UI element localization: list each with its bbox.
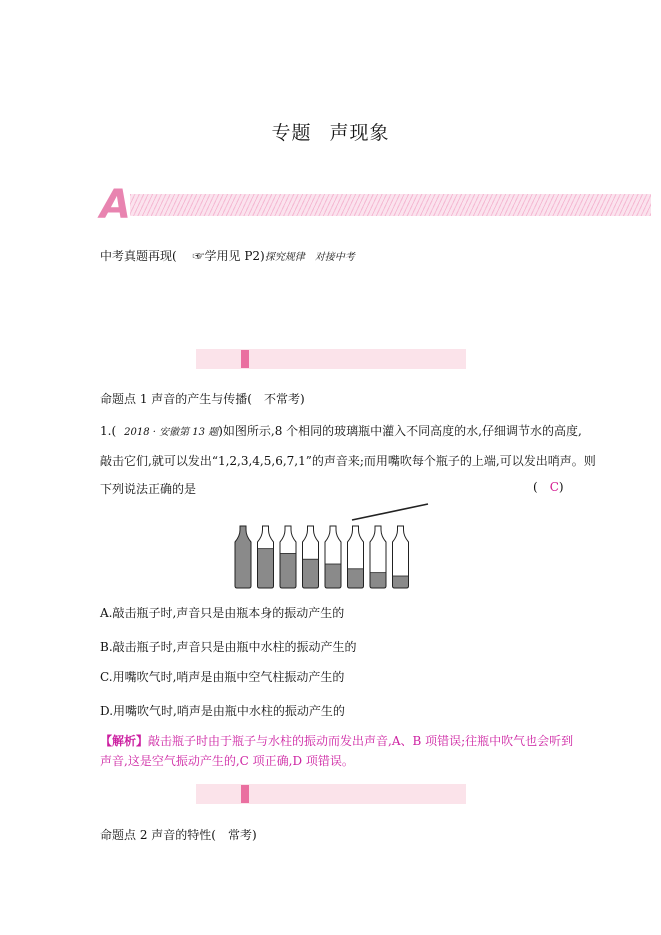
- question-line-1-rest: )如图所示,8 个相同的玻璃瓶中灌入不同高度的水,仔细调节水的高度,: [218, 424, 582, 438]
- bottle-water: [393, 576, 409, 588]
- analysis-line-1: [100, 731, 573, 751]
- question-line-1: [100, 422, 582, 442]
- title-main: 专题: [271, 122, 312, 144]
- banner-letter: A: [100, 182, 129, 228]
- section-heading-slogan: 探究规律 对接中考: [264, 252, 355, 263]
- answer-box: [533, 478, 564, 495]
- bottle-water: [325, 564, 341, 588]
- question-line-3: [100, 480, 570, 498]
- glass-bottle: [325, 526, 341, 588]
- bottle-water: [303, 559, 319, 588]
- bottle-water: [370, 573, 386, 588]
- glass-bottle: [258, 526, 274, 588]
- analysis-line-2: 声音,这是空气振动产生的,C 项正确,D 项错误。: [100, 754, 354, 768]
- question-line-2: 敲击它们,就可以发出“1,2,3,4,5,6,7,1”的声音来;而用嘴吹每个瓶子的上端,可以发出哨声。则: [100, 454, 596, 468]
- question-1: [100, 422, 596, 498]
- bottle-water: [235, 526, 251, 588]
- question-source: 2018 · 安徽第 13 题: [124, 427, 219, 438]
- page-title: [0, 118, 661, 145]
- divider-mark: [241, 350, 249, 368]
- question-number: 1.(: [100, 424, 117, 438]
- glass-bottle: [235, 526, 251, 588]
- section-heading-label: 中考真题再现(: [100, 249, 177, 263]
- bottle-water: [258, 549, 274, 588]
- section-heading: [100, 247, 355, 264]
- section-heading-ref: ☞学用见 P2): [192, 249, 265, 263]
- glass-bottle: [348, 526, 364, 588]
- point-2-heading: 命题点 2 声音的特性( 常考): [100, 828, 257, 842]
- question-line-3-text: 下列说法正确的是: [100, 482, 197, 496]
- bottle-water: [348, 569, 364, 588]
- banner-stripe: [130, 194, 651, 216]
- analysis-text-1: 敲击瓶子时由于瓶子与水柱的振动而发出声音,A、B 项错误;往瓶中吹气也会听到: [148, 734, 574, 748]
- answer-open: (: [533, 480, 550, 494]
- analysis: [100, 731, 573, 771]
- section-banner: [100, 182, 651, 228]
- striking-stick: [352, 504, 428, 520]
- glass-bottle: [393, 526, 409, 588]
- bottle-water: [280, 553, 296, 588]
- options-list: [100, 604, 356, 732]
- answer-value: C: [549, 480, 559, 494]
- option-b: B.敲击瓶子时,声音只是由瓶中水柱的振动产生的: [100, 640, 357, 654]
- option-c: C.用嘴吹气时,哨声是由瓶中空气柱振动产生的: [100, 670, 345, 684]
- analysis-tag: 【解析】: [100, 734, 149, 748]
- bottles-figure: [230, 498, 430, 592]
- glass-bottle: [370, 526, 386, 588]
- option-a: A.敲击瓶子时,声音只是由瓶本身的振动产生的: [100, 606, 345, 620]
- point-1-heading: 命题点 1 声音的产生与传播( 不常考): [100, 392, 305, 406]
- divider-bar-2: [196, 784, 466, 804]
- answer-close: ): [558, 480, 564, 494]
- title-sub: 声现象: [329, 122, 390, 144]
- divider-mark: [241, 785, 249, 803]
- divider-bar-1: [196, 349, 466, 369]
- glass-bottle: [280, 526, 296, 588]
- glass-bottle: [303, 526, 319, 588]
- option-d: D.用嘴吹气时,哨声是由瓶中水柱的振动产生的: [100, 704, 345, 718]
